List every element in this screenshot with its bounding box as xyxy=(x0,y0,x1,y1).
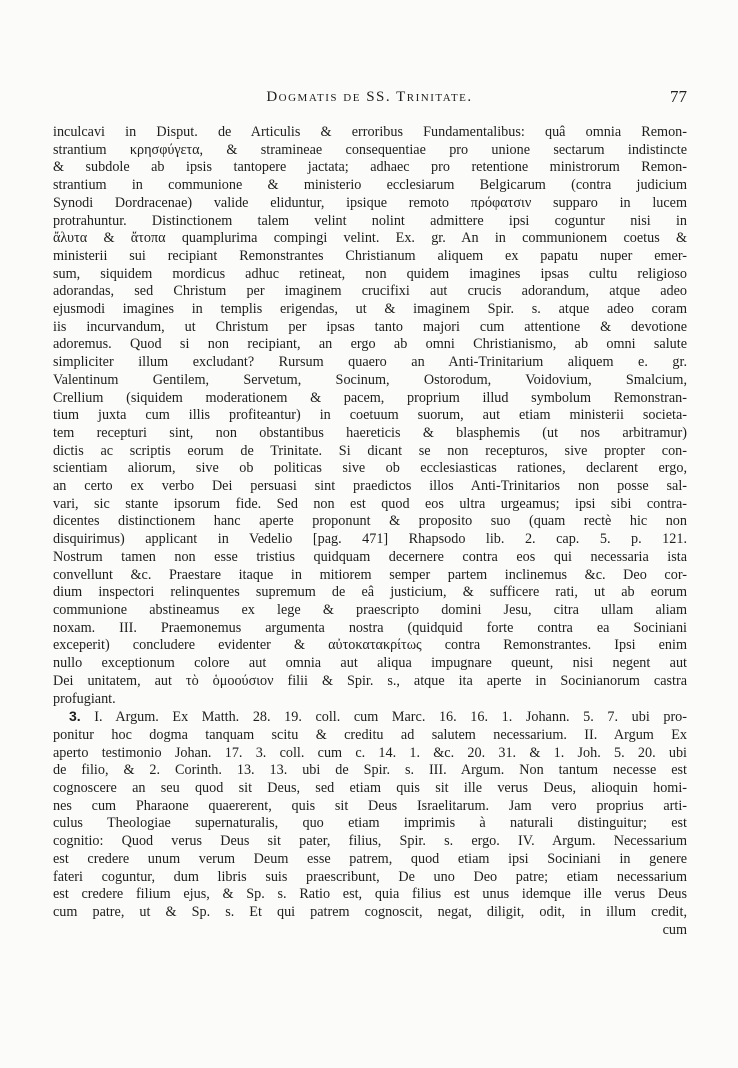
page-number: 77 xyxy=(670,87,687,106)
text-line: scientiam aliorum, sive ob politicas sive ob ecclesiasticas rationes, declarent ergo, xyxy=(53,460,687,477)
text-line: convellunt &c. Praestare itaque in mitiorem semper partem inclinemus &c. Deo cor- xyxy=(53,566,687,583)
text-line: cognitio: Quod verus Deus sit pater, filius, Spir. s. ergo. IV. Argum. Necessarium xyxy=(53,833,687,850)
text-line: strantium in communione & ministerio ecclesiarum Belgicarum (contra judicium xyxy=(53,177,687,194)
section-paragraph-start xyxy=(53,708,687,727)
text-line: culus Theologiae supernaturalis, quo etiam imprimis à naturali distinguitur; est xyxy=(53,815,687,832)
text-line: tium juxta cum illis profiteantur) in coetuum suorum, aut etiam ministerii societa- xyxy=(53,407,687,424)
text-line: noxam. III. Praemonemus argumenta nostra (quidquid forte contra ea Sociniani xyxy=(53,619,687,636)
text-line: an certo ex verbo Dei persuasi sint praedictos illos Anti-Trinitarios non posse sal- xyxy=(53,478,687,495)
text-line: de filio, & 2. Corinth. 13. 13. ubi de Spir. s. III. Argum. Non tantum necesse est xyxy=(53,762,687,779)
text-line: ejusmodi imagines in templis erigendas, ut & imaginem Spir. s. atque adeo coram xyxy=(53,301,687,318)
text-line: nes cum Pharaone quaererent, quis sit Deus Israelitarum. Jam vero proprius arti- xyxy=(53,797,687,814)
section-number: 3. xyxy=(69,708,81,725)
text-line: cognoscere an seu quod sit Deus, sed etiam quis sit ille verus Deus, alioquin homi- xyxy=(53,780,687,797)
text-line: simpliciter illum excludant? Rursum quaero an Anti-Trinitarium aliquem e. gr. xyxy=(53,354,687,371)
text-line: cum patre, ut & Sp. s. Et qui patrem cognoscit, negat, diligit, odit, in illum credit, xyxy=(53,903,687,920)
text-line: exceperit) concludere evidenter & αὐτοκατακρίτως contra Remonstrantes. Ipsi enim xyxy=(53,637,687,654)
text-line: ponitur hoc dogma tanquam scitu & creditu ad salutem necessarium. II. Argum Ex xyxy=(53,726,687,743)
text-line: vari, sic stante ipsorum fide. Sed non est quod eos ultra urgeamus; ipsi sibi contra- xyxy=(53,495,687,512)
text-line: I. Argum. Ex Matth. 28. 19. coll. cum Marc. 16. 16. 1. Johann. 5. 7. ubi pro- xyxy=(94,709,687,726)
catchword: cum xyxy=(662,921,687,938)
text-line: aperto testimonio Johan. 17. 3. coll. cum c. 14. 1. &c. 20. 31. & 1. Joh. 5. 20. ubi xyxy=(53,744,687,761)
header-title: Dogmatis de SS. Trinitate. xyxy=(266,89,473,105)
text-line: profugiant. xyxy=(53,690,116,707)
text-line: disquirimus) applicant in Vedelio [pag. 471] Rhapsodo lib. 2. cap. 5. p. 121. xyxy=(53,531,687,548)
text-line: Dei unitatem, aut τὸ ὁμοούσιον filii & Spir. s., atque ita aperte in Socinianorum castra xyxy=(53,672,687,689)
text-line: Synodi Dordracenae) valide eliduntur, ipsique remoto πρόφατσιν supparo in lucem xyxy=(53,194,687,211)
text-line: communione abstineamus ex lege & praescripto domini Jesu, citra ullam aliam xyxy=(53,601,687,618)
text-line: protrahuntur. Distinctionem talem velint nolint admittere ipsi coguntur nisi in xyxy=(53,212,687,229)
text-line: adorandas, sed Christum per imaginem crucifixi aut crucis adorandum, atque adeo xyxy=(53,283,687,300)
text-line: ministerii sui recipiant Remonstrantes Christianum aliquem ex papatu nuper emer- xyxy=(53,247,687,264)
text-line: nullo exceptionum colore aut omnia aut aliqua impugnare queunt, nisi negent aut xyxy=(53,655,687,672)
text-line: est credere filium ejus, & Sp. s. Ratio est, quia filius est unus idemque ille verus Deus xyxy=(53,886,687,903)
text-line: dictis ac scriptis eorum de Trinitate. Si dicant se non recepturos, sive propter con- xyxy=(53,442,687,459)
text-line: dicentes distinctionem hanc aperte proponunt & proposito suo (quam rectè hic non xyxy=(53,513,687,530)
text-line: ἄλυτα & ἄτοπα quamplurima compingi velint. Ex. gr. An in communionem coetus & xyxy=(53,230,687,247)
text-line: strantium κρησφύγετα, & stramineae consequentiae pro unione sectarum indistincte xyxy=(53,141,687,158)
text-line: fateri coguntur, dum libris suis praescribunt, De uno Deo patre; etiam necessarium xyxy=(53,868,687,885)
text-line: Nostrum tamen non esse tristius quidquam decernere contra eos qui necessaria ista xyxy=(53,548,687,565)
text-line: Valentinum Gentilem, Servetum, Socinum, Ostorodum, Voidovium, Smalcium, xyxy=(53,371,687,388)
text-line: & subdole ab ipsis tantopere jactata; adhaec pro retentione ministrorum Remon- xyxy=(53,159,687,176)
text-line: inculcavi in Disput. de Articulis & erroribus Fundamentalibus: quâ omnia Remon- xyxy=(53,124,687,140)
text-line: dium inspectori relinquentes supremum de eâ justicium, & sufficere rati, ut ab eorum xyxy=(53,584,687,601)
running-header xyxy=(52,89,687,113)
text-line: iis incurvandum, ut Christum per ipsas tanto majori cum attentione & devotione xyxy=(53,318,687,335)
text-line: Crellium (siquidem moderationem & pacem, proprium illud symbolum Remonstran- xyxy=(53,389,687,406)
text-line: est credere unum verum Deum esse patrem, quod etiam ipsi Sociniani in genere xyxy=(53,850,687,867)
text-line: sum, siquidem mordicus adhuc retineat, non quidem imagines ipsas cultu religioso xyxy=(53,265,687,282)
text-line: tem recepturi sint, non obstantibus haereticis & blasphemis (ut nos arbitramur) xyxy=(53,424,687,441)
body-text xyxy=(53,124,687,939)
text-line: adoremus. Quod si non recipiant, an ergo ab omni Christianismo, ab omni salute xyxy=(53,336,687,353)
